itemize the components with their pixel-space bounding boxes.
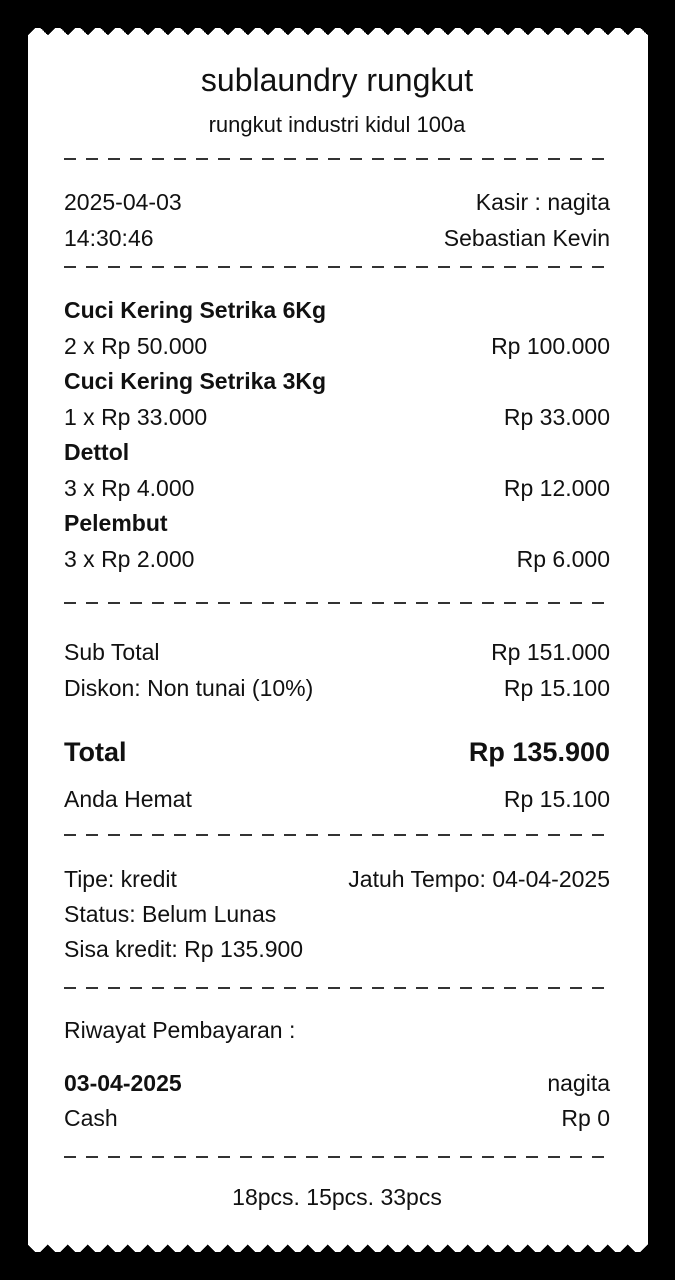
divider (64, 602, 610, 604)
divider (64, 834, 610, 836)
item-qty-price: 1 x Rp 33.000 (64, 404, 208, 430)
item-total: Rp 33.000 (503, 404, 610, 430)
item-line (64, 331, 610, 361)
history-amount: Rp 0 (561, 1105, 610, 1131)
item-qty-price: 3 x Rp 2.000 (64, 546, 195, 572)
item-name: Dettol (64, 439, 130, 465)
saving-row (64, 784, 610, 814)
item-name: Cuci Kering Setrika 6Kg (64, 297, 327, 323)
item-qty-price: 2 x Rp 50.000 (64, 333, 208, 359)
subtotal-label: Sub Total (64, 639, 160, 665)
divider (64, 158, 610, 160)
history-payment-row (64, 1103, 610, 1133)
item-name: Pelembut (64, 510, 168, 536)
credit-status-row (64, 899, 610, 929)
history-cashier: nagita (547, 1070, 610, 1096)
total-value: Rp 135.900 (468, 737, 610, 767)
saving-label: Anda Hemat (64, 786, 192, 812)
credit-remaining-row (64, 934, 610, 964)
subtotal-value: Rp 151.000 (491, 639, 610, 665)
divider (64, 1156, 610, 1158)
item-total: Rp 12.000 (503, 475, 610, 501)
item-qty-price: 3 x Rp 4.000 (64, 475, 195, 501)
history-row (64, 1068, 610, 1098)
history-method: Cash (64, 1105, 118, 1131)
discount-value: Rp 15.100 (503, 675, 610, 701)
store-name: sublaundry rungkut (200, 62, 474, 98)
credit-due-date: Jatuh Tempo: 04-04-2025 (348, 866, 610, 892)
subtotal-row (64, 637, 610, 667)
history-title: Riwayat Pembayaran : (64, 1017, 296, 1043)
credit-remaining: Sisa kredit: Rp 135.900 (64, 936, 304, 962)
pcs-summary: 18pcs. 15pcs. 33pcs (232, 1184, 442, 1210)
transaction-date: 2025-04-03 (64, 189, 182, 215)
item-name: Cuci Kering Setrika 3Kg (64, 368, 327, 394)
total-label: Total (64, 737, 127, 767)
discount-row (64, 673, 610, 703)
store-address: rungkut industri kidul 100a (208, 112, 466, 137)
receipt (28, 28, 648, 1252)
customer-name: Sebastian Kevin (443, 225, 610, 251)
item-line (64, 473, 610, 503)
discount-label: Diskon: Non tunai (10%) (64, 675, 314, 701)
receipt-bottom-edge (28, 1242, 648, 1252)
cashier-name: Kasir : nagita (475, 189, 610, 215)
item-line (64, 402, 610, 432)
meta-row-1 (64, 187, 610, 217)
total-row (64, 737, 610, 767)
divider (64, 266, 610, 268)
credit-status: Status: Belum Lunas (64, 901, 277, 927)
item-total: Rp 6.000 (516, 546, 610, 572)
credit-row (64, 864, 610, 894)
receipt-top-edge (28, 28, 648, 38)
saving-value: Rp 15.100 (503, 786, 610, 812)
history-date: 03-04-2025 (64, 1070, 182, 1096)
transaction-time: 14:30:46 (64, 225, 154, 251)
divider (64, 987, 610, 989)
item-line (64, 544, 610, 574)
item-total: Rp 100.000 (491, 333, 610, 359)
credit-type: Tipe: kredit (64, 866, 177, 892)
meta-row-2 (64, 223, 610, 253)
history-title-row (64, 1015, 610, 1045)
